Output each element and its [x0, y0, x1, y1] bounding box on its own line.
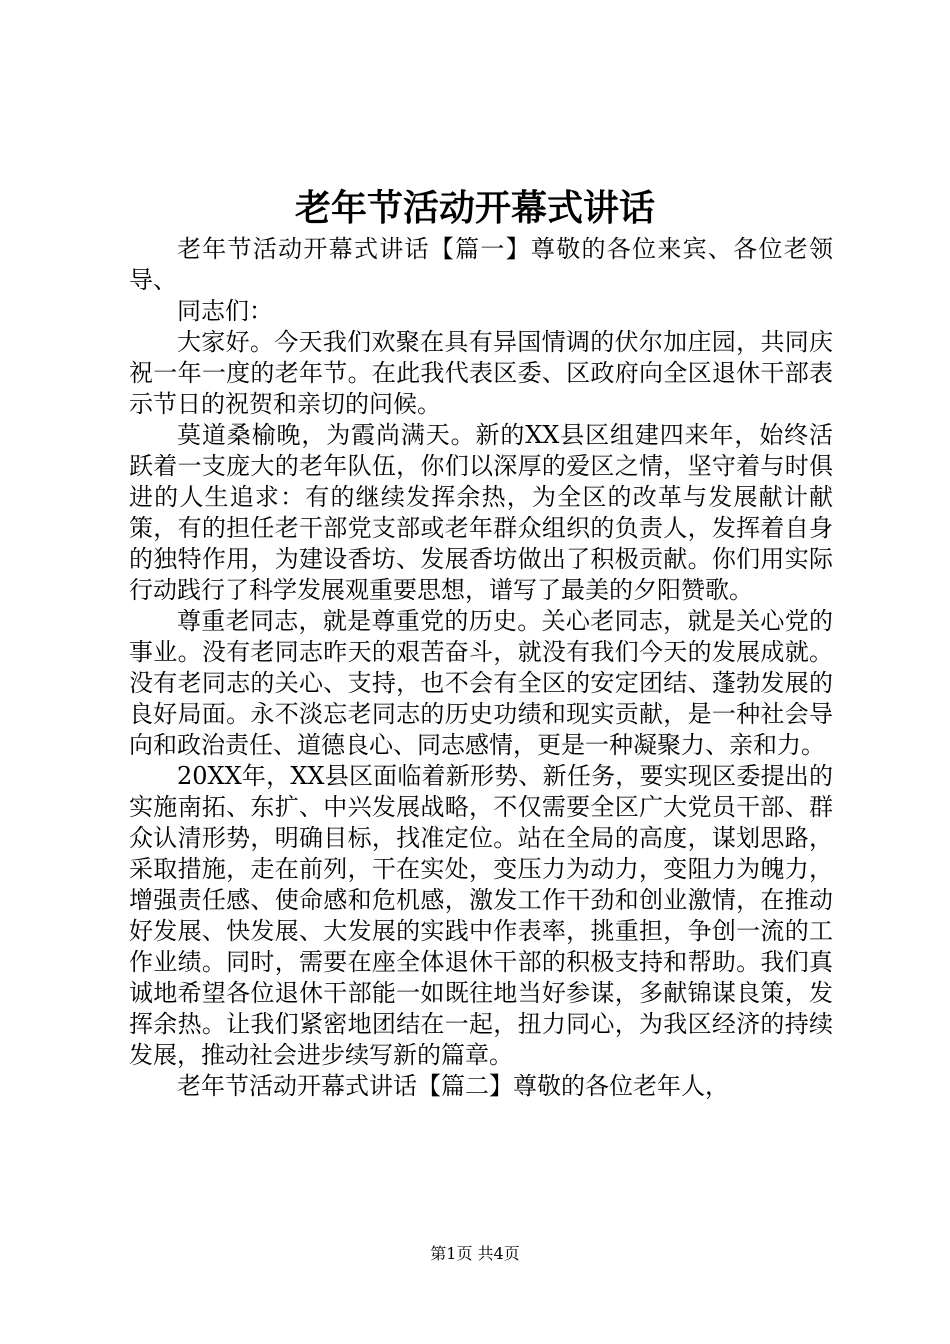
paragraph-intro: 老年节活动开幕式讲话【篇一】尊敬的各位来宾、各位老领导、 — [129, 235, 833, 294]
paragraph-respect: 尊重老同志，就是尊重党的历史。关心老同志，就是关心党的事业。没有老同志昨天的艰苦奋斗，就没有我们今天的发展成就。没有老同志的关心、支持，也不会有全区的安定团结、蓬勃发展的良好局面。永不淡忘老同志的历史功绩和现实贡献，是一种社会导向和政治责任、道德良心、同志感情，更是一种凝聚力、亲和力。 — [129, 607, 833, 759]
paragraph-development: 20XX年，XX县区面临着新形势、新任务，要实现区委提出的实施南拓、东扩、中兴发展战略，不仅需要全区广大党员干部、群众认清形势，明确目标，找准定位。站在全局的高度，谋划思路，采取措施，走在前列，干在实处，变压力为动力，变阻力为魄力，增强责任感、使命感和危机感，激发工作干劲和创业激情，在推动好发展、快发展、大发展的实践中作表率，挑重担，争创一流的工作业绩。同时，需要在座全体退休干部的积极支持和帮助。我们真诚地希望各位退休干部能一如既往地当好参谋，多献锦谋良策，发挥余热。让我们紧密地团结在一起，扭力同心，为我区经济的持续发展，推动社会进步续写新的篇章。 — [129, 762, 833, 1069]
paragraph-salutation: 同志们： — [177, 297, 273, 325]
document-title: 老年节活动开幕式讲话 — [294, 187, 655, 229]
document-body — [129, 234, 833, 1102]
paragraph-part-two: 老年节活动开幕式讲话【篇二】尊敬的各位老年人， — [177, 1072, 729, 1100]
page-number-footer: 第1页 共4页 — [430, 1244, 520, 1263]
paragraph-sunset: 莫道桑榆晚，为霞尚满天。新的XX县区组建四来年，始终活跃着一支庞大的老年队伍，你们以深厚的爱区之情，坚守着与时俱进的人生追求：有的继续发挥余热，为全区的改革与发展献计献策，有的担任老干部党支部或老年群众组织的负责人，发挥着自身的独特作用，为建设香坊、发展香坊做出了积极贡献。你们用实际行动践行了科学发展观重要思想，谱写了最美的夕阳赞歌。 — [129, 421, 833, 604]
paragraph-greeting: 大家好。今天我们欢聚在具有异国情调的伏尔加庄园，共同庆祝一年一度的老年节。在此我代表区委、区政府向全区退休干部表示节日的祝贺和亲切的问候。 — [129, 328, 833, 418]
